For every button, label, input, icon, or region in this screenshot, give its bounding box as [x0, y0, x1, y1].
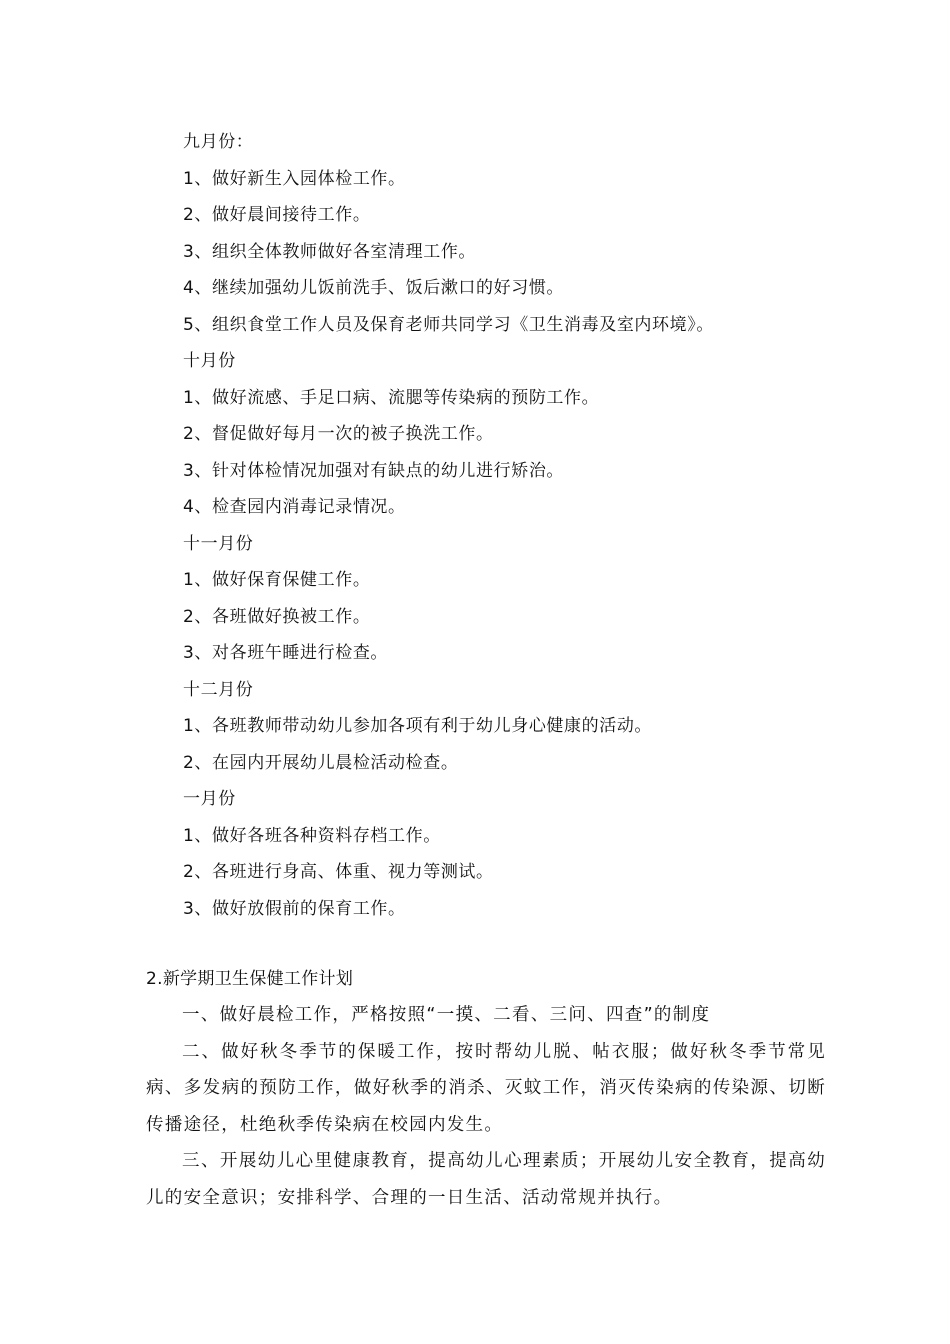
- list-item: 1、做好新生入园体检工作。: [183, 168, 406, 189]
- list-item: 1、做好流感、手足口病、流腮等传染病的预防工作。: [183, 387, 600, 408]
- list-item: 1、各班教师带动幼儿参加各项有利于幼儿身心健康的活动。: [183, 716, 653, 736]
- list-item: 3、组织全体教师做好各室清理工作。: [183, 241, 477, 262]
- section-title: 2.新学期卫生保健工作计划: [146, 969, 354, 989]
- paragraph: 二、做好秋冬季节的保暖工作，按时帮幼儿脱、帖衣服；做好秋冬季节常见病、多发病的预防工作，做好秋季的消杀、灭蚊工作，消灭传染病的传染源、切断传播途径，杜绝秋季传染病在校园内发生。: [146, 1041, 826, 1135]
- month-heading: 一月份: [183, 789, 236, 809]
- list-item: 3、对各班午睡进行检查。: [183, 643, 389, 663]
- list-item: 2、督促做好每月一次的被子换洗工作。: [183, 424, 494, 444]
- paragraph: 三、开展幼儿心里健康教育，提高幼儿心理素质；开展幼儿安全教育，提高幼儿的安全意识；安排科学、合理的一日生活、活动常规并执行。: [146, 1151, 826, 1208]
- list-item: 2、在园内开展幼儿晨检活动检查。: [183, 752, 459, 773]
- list-item: 5、组织食堂工作人员及保育老师共同学习《卫生消毒及室内环境》。: [183, 314, 714, 335]
- list-item: 3、做好放假前的保育工作。: [183, 898, 406, 919]
- paragraph: 一、做好晨检工作，严格按照“一摸、二看、三问、四查”的制度: [182, 1005, 711, 1025]
- list-item: 4、继续加强幼儿饭前洗手、饭后漱口的好习惯。: [183, 278, 565, 298]
- month-heading: 十二月份: [183, 679, 254, 700]
- list-item: 2、做好晨间接待工作。: [183, 205, 371, 225]
- list-item: 2、各班做好换被工作。: [183, 606, 371, 627]
- month-heading: 九月份：: [183, 132, 254, 152]
- month-heading: 十一月份: [183, 533, 254, 554]
- monthly-plan: [183, 124, 883, 927]
- health-plan-section: [146, 961, 826, 1216]
- list-item: 1、做好各班各种资料存档工作。: [183, 825, 441, 846]
- list-item: 1、做好保育保健工作。: [183, 570, 371, 590]
- list-item: 3、针对体检情况加强对有缺点的幼儿进行矫治。: [183, 460, 565, 481]
- month-heading: 十月份: [183, 351, 236, 371]
- list-item: 4、检查园内消毒记录情况。: [183, 497, 406, 517]
- list-item: 2、各班进行身高、体重、视力等测试。: [183, 862, 494, 882]
